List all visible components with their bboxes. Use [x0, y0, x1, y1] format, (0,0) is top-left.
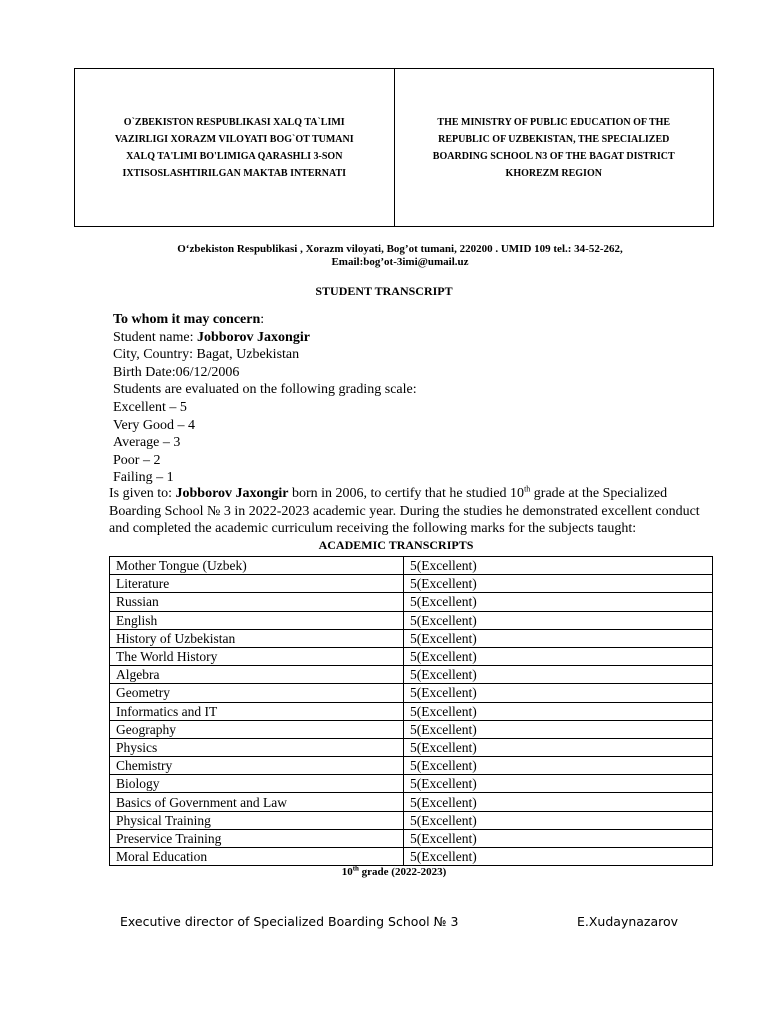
subject-mark: 5(Excellent): [404, 848, 713, 866]
subject-mark: 5(Excellent): [404, 811, 713, 829]
table-row: [110, 702, 713, 720]
student-name-value: Jobborov Jaxongir: [197, 329, 310, 345]
table-row: [110, 575, 713, 593]
subject-mark: 5(Excellent): [404, 611, 713, 629]
subject-mark: 5(Excellent): [404, 629, 713, 647]
grades-table: [109, 556, 713, 866]
grading-scale-item: Very Good – 4: [113, 417, 196, 433]
subject-name: Preservice Training: [110, 829, 404, 847]
subject-name: Biology: [110, 775, 404, 793]
document-title: STUDENT TRANSCRIPT: [315, 284, 453, 298]
subject-name: English: [110, 611, 404, 629]
grading-scale-item: Excellent – 5: [113, 399, 187, 415]
certification-paragraph: [109, 485, 719, 538]
subject-mark: 5(Excellent): [404, 557, 713, 575]
subject-mark: 5(Excellent): [404, 647, 713, 665]
greeting: [113, 311, 713, 329]
subject-name: Moral Education: [110, 848, 404, 866]
subject-name: Geometry: [110, 684, 404, 702]
subject-mark: 5(Excellent): [404, 757, 713, 775]
subject-name: Basics of Government and Law: [110, 793, 404, 811]
table-row: [110, 720, 713, 738]
address-line: O‘zbekiston Respublikasi , Xorazm viloyati, Bog’ot tumani, 220200 . UMID 109 tel.: 34-52-262,: [177, 243, 623, 255]
subject-name: Physics: [110, 738, 404, 756]
table-row: [110, 666, 713, 684]
table-row: [110, 738, 713, 756]
email-line: Email:bog’ot-3imi@umail.uz: [331, 256, 469, 268]
grading-scale-item: Average – 3: [113, 435, 181, 451]
table-row: [110, 848, 713, 866]
table-title: ACADEMIC TRANSCRIPTS: [318, 538, 474, 552]
grade-year-label: [0, 866, 768, 878]
address-block: [120, 243, 680, 269]
table-row: [110, 757, 713, 775]
header-english-text: THE MINISTRY OF PUBLIC EDUCATION OF THE REPUBLIC OF UZBEKISTAN, THE SPECIALIZED BOARDING SCHOOL N3 OF THE BAGAT DISTRICT KHOREZM REGION: [432, 116, 675, 179]
subject-mark: 5(Excellent): [404, 593, 713, 611]
grade-number: 10: [341, 866, 353, 878]
subject-name: Algebra: [110, 666, 404, 684]
para-student-name: Jobborov Jaxongir: [175, 486, 289, 501]
header-box: [74, 68, 714, 227]
subject-name: The World History: [110, 647, 404, 665]
subject-name: Physical Training: [110, 811, 404, 829]
para-part2: born in 2006, to certify that he studied 10: [288, 486, 525, 501]
grading-scale-item: Failing – 1: [113, 470, 174, 486]
table-row: [110, 684, 713, 702]
table-row: [110, 593, 713, 611]
subject-name: Russian: [110, 593, 404, 611]
table-row: [110, 829, 713, 847]
grading-scale-list: [113, 399, 713, 487]
table-row: [110, 557, 713, 575]
signature-role: Executive director of Specialized Boarding School № 3: [120, 914, 459, 929]
subject-name: Mother Tongue (Uzbek): [110, 557, 404, 575]
subject-mark: 5(Excellent): [404, 575, 713, 593]
student-name-label: Student name:: [113, 329, 197, 345]
table-row: [110, 629, 713, 647]
subject-mark: 5(Excellent): [404, 720, 713, 738]
subject-mark: 5(Excellent): [404, 775, 713, 793]
table-row: [110, 775, 713, 793]
subject-mark: 5(Excellent): [404, 702, 713, 720]
subject-name: Chemistry: [110, 757, 404, 775]
grade-year-text: grade (2022-2023): [358, 866, 447, 878]
subject-mark: 5(Excellent): [404, 666, 713, 684]
para-part3: grade at the Specialized Boarding School № 3 in 2022-2023 academic year. During the studies he demonstrated excellent conduct and completed the academic curriculum receiving the following marks for the subjects taught:: [109, 486, 700, 536]
table-row: [110, 611, 713, 629]
greeting-text: To whom it may concern: [113, 312, 261, 327]
city-line: City, Country: Bagat, Uzbekistan: [113, 347, 300, 363]
grade-superscript: th: [352, 864, 359, 873]
table-row: [110, 647, 713, 665]
para-superscript: th: [524, 484, 531, 494]
student-info: [113, 311, 713, 487]
subject-mark: 5(Excellent): [404, 793, 713, 811]
grading-scale-item: Poor – 2: [113, 452, 161, 468]
table-row: [110, 811, 713, 829]
subject-name: Informatics and IT: [110, 702, 404, 720]
birth-date-line: Birth Date:06/12/2006: [113, 364, 240, 380]
subject-mark: 5(Excellent): [404, 738, 713, 756]
subject-name: Literature: [110, 575, 404, 593]
table-row: [110, 793, 713, 811]
student-name-line: [113, 329, 713, 347]
subject-name: History of Uzbekistan: [110, 629, 404, 647]
greeting-colon: :: [260, 312, 265, 327]
subject-mark: 5(Excellent): [404, 829, 713, 847]
grading-scale-intro: Students are evaluated on the following grading scale:: [113, 382, 417, 398]
header-uzbek-text: O`ZBEKISTON RESPUBLIKASI XALQ TA`LIMI VAZIRLIGI XORAZM VILOYATI BOG`OT TUMANI XALQ TA'LIMI BO'LIMIGA QARASHLI 3-SON IXTISOSLASHTIRILGAN MAKTAB INTERNATI: [75, 69, 395, 226]
subject-name: Geography: [110, 720, 404, 738]
signature-name: E.Xudaynazarov: [577, 914, 679, 929]
subject-mark: 5(Excellent): [404, 684, 713, 702]
para-part1: Is given to:: [109, 486, 176, 501]
